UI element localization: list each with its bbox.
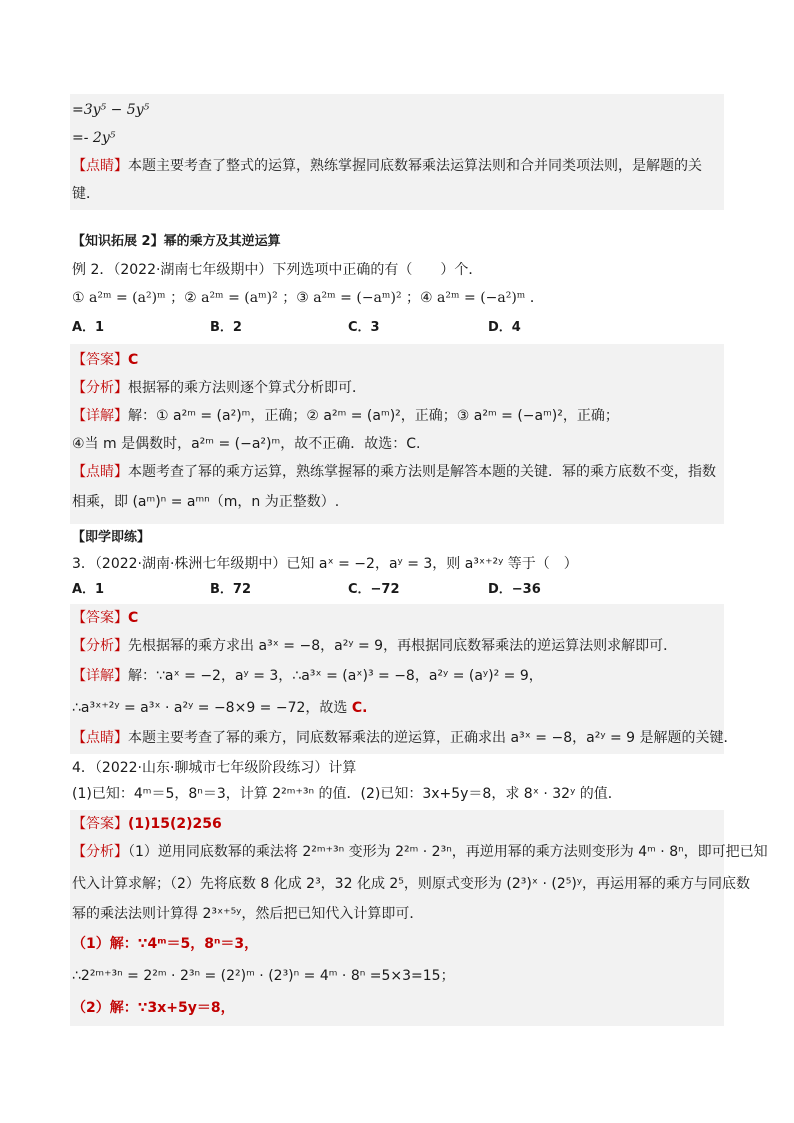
detail-text: 解：∵aˣ = −2，aʸ = 3，∴a³ˣ = (aˣ)³ = −8，a²ʸ = (aʸ)² = 9， [128,668,543,684]
option-c: C．3 [348,320,380,335]
comment-1 [72,152,702,180]
detail-tag: 【详解】 [72,668,128,684]
detail-line-1 [72,662,543,690]
answer-line [72,604,138,632]
detail-line-2 [72,694,367,722]
practice-title: 【即学即练】 [72,530,151,545]
option-c: C．−72 [348,582,400,597]
comment-text: 本题主要考查了整式的运算，熟练掌握同底数幂乘法运算法则和合并同类项法则，是解题的关 [128,158,702,174]
comment-tag: 【点睛】 [72,730,128,746]
question-4-parts: (1)已知：4ᵐ＝5，8ⁿ＝3，计算 2²ᵐ⁺³ⁿ 的值．(2)已知：3x+5y＝8，求 8ˣ · 32ʸ 的值． [72,786,622,802]
section-title: 【知识拓展 2】幂的乘方及其逆运算 [72,234,281,249]
analysis-line-1 [72,838,768,866]
option-d: D．−36 [488,582,541,597]
option-a: A．1 [72,582,105,597]
analysis-line-2: 代入计算求解；（2）先将底数 8 化成 2³，32 化成 2⁵，则原式变形为 (2³)ˣ · (2⁵)ʸ，再运用幂的乘方与同底数 [72,876,751,892]
analysis-text: 先根据幂的乘方求出 a³ˣ = −8，a²ʸ = 9，再根据同底数幂乘法的逆运算法则求解即可． [128,638,678,654]
option-a: A．1 [72,320,105,335]
detail-text: ∴a³ˣ⁺²ʸ = a³ˣ · a²ʸ = −8×9 = −72，故选 [72,700,352,716]
comment-tag: 【点睛】 [72,464,128,480]
detail-line-2: ④当 m 是偶数时，a²ᵐ = (−a²)ᵐ，故不正确．故选：C. [72,436,421,452]
example-2-stem: 例 2．（2022·湖南七年级期中）下列选项中正确的有（ ）个． [72,262,483,278]
option-d: D．4 [488,320,521,335]
comment-text: 本题考查了幂的乘方运算，熟练掌握幂的乘方法则是解答本题的关键．幂的乘方底数不变，指数 [128,464,716,480]
solution-line-1: （1）解：∵4ᵐ＝5，8ⁿ＝3， [72,936,259,952]
analysis-line [72,632,677,660]
comment-tag: 【点睛】 [72,158,128,174]
detail-text: 解：① a²ᵐ = (a²)ᵐ，正确；② a²ᵐ = (aᵐ)²，正确；③ a²ᵐ = (−aᵐ)²，正确； [128,408,619,424]
answer-tag: 【答案】 [72,352,128,368]
answer-value: C [128,352,139,368]
analysis-tag: 【分析】 [72,380,128,396]
calc-line-1: =3y⁵ − 5y⁵ [72,102,150,118]
option-b: B．2 [210,320,242,335]
comment-2-cont: 相乘，即 (aᵐ)ⁿ = aᵐⁿ（m，n 为正整数）. [72,494,340,510]
example-2-statements: ① a²ᵐ = (a²)ᵐ ；② a²ᵐ = (aᵐ)² ；③ a²ᵐ = (−aᵐ)² ；④ a²ᵐ = (−a²)ᵐ ． [72,290,544,306]
answer-tag: 【答案】 [72,610,128,626]
analysis-line-3: 幂的乘法法则计算得 2³ˣ⁺⁵ʸ，然后把已知代入计算即可． [72,906,424,922]
analysis-text: 根据幂的乘方法则逐个算式分析即可． [128,380,366,396]
question-4-stem: 4．（2022·山东·聊城市七年级阶段练习）计算 [72,760,357,776]
analysis-tag: 【分析】 [72,638,128,654]
detail-choice: C. [351,700,368,716]
detail-line-1 [72,402,619,430]
comment-text: 本题主要考查了幂的乘方，同底数幂乘法的逆运算，正确求出 a³ˣ = −8，a²ʸ = 9 是解题的关键． [128,730,738,746]
solution-line-3: （2）解：∵3x+5y＝8， [72,1000,235,1016]
analysis-line [72,374,366,402]
comment-3 [72,724,738,752]
option-b: B．72 [210,582,251,597]
comment-1-cont: 键． [72,186,100,202]
question-3-stem: 3．（2022·湖南·株洲七年级期中）已知 aˣ = −2，aʸ = 3，则 a³ˣ⁺²ʸ 等于（ ） [72,556,578,572]
analysis-text: （1）逆用同底数幂的乘法将 2²ᵐ⁺³ⁿ 变形为 2²ᵐ · 2³ⁿ，再逆用幂的乘方法则变形为 4ᵐ · 8ⁿ，即可把已知 [128,844,768,860]
calc-line-2: =- 2y⁵ [72,130,116,146]
answer-value: C [128,610,139,626]
answer-line [72,346,138,374]
analysis-tag: 【分析】 [72,844,128,860]
answer-line [72,810,222,838]
answer-value: (1)15(2)256 [128,816,222,832]
comment-2 [72,458,716,486]
solution-line-2: ∴2²ᵐ⁺³ⁿ = 2²ᵐ · 2³ⁿ = (2²)ᵐ · (2³)ⁿ = 4ᵐ · 8ⁿ =5×3=15； [72,968,455,984]
detail-tag: 【详解】 [72,408,128,424]
answer-tag: 【答案】 [72,816,128,832]
